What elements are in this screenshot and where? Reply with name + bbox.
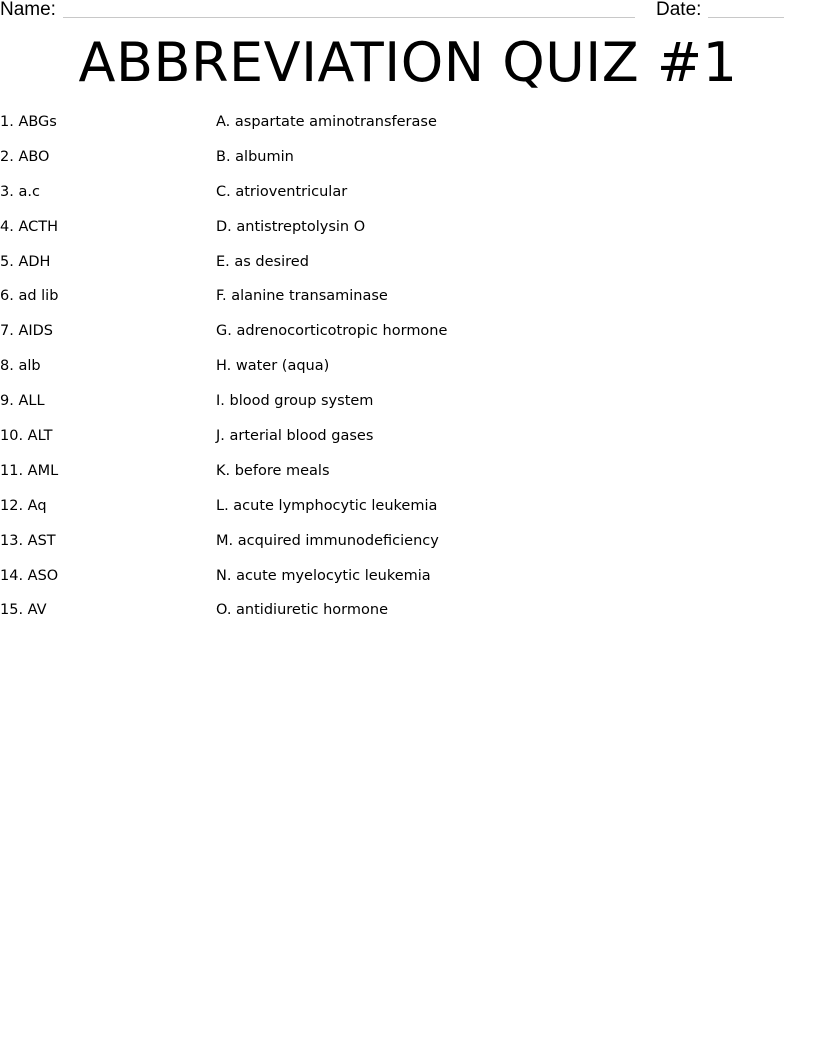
question-item: 12. Aq <box>0 497 47 514</box>
question-item: 13. AST <box>0 532 56 549</box>
answer-item: F. alanine transaminase <box>216 288 388 305</box>
quiz-row <box>0 317 816 352</box>
quiz-row <box>0 352 816 387</box>
quiz-row <box>0 562 816 597</box>
question-item: 10. ALT <box>0 428 53 445</box>
question-item: 9. ALL <box>0 393 45 410</box>
question-item: 8. alb <box>0 358 41 375</box>
question-item: 4. ACTH <box>0 218 58 235</box>
question-item: 1. ABGs <box>0 114 57 130</box>
question-item: 11. AML <box>0 462 59 479</box>
answer-item: N. acute myelocytic leukemia <box>216 567 431 584</box>
quiz-row <box>0 108 816 143</box>
name-field-line[interactable] <box>63 17 635 18</box>
answer-item: O. antidiuretic hormone <box>216 602 388 619</box>
answer-item: H. water (aqua) <box>216 358 330 375</box>
answer-item: I. blood group system <box>216 393 374 410</box>
quiz-list <box>0 108 816 631</box>
question-item: 15. AV <box>0 602 47 619</box>
answer-item: D. antistreptolysin O <box>216 218 366 235</box>
quiz-row <box>0 527 816 562</box>
quiz-row <box>0 178 816 213</box>
date-field-line[interactable] <box>708 17 784 18</box>
header <box>0 0 816 24</box>
question-item: 3. a.c <box>0 183 40 200</box>
name-label: Name: <box>0 0 56 20</box>
answer-item: J. arterial blood gases <box>216 428 374 445</box>
question-item: 2. ABO <box>0 148 50 165</box>
date-label: Date: <box>656 0 702 20</box>
answer-item: C. atrioventricular <box>216 183 348 200</box>
answer-item: E. as desired <box>216 253 309 270</box>
quiz-row <box>0 248 816 283</box>
question-item: 6. ad lib <box>0 288 59 305</box>
quiz-row <box>0 282 816 317</box>
answer-item: G. adrenocorticotropic hormone <box>216 323 448 340</box>
quiz-row <box>0 143 816 178</box>
question-item: 14. ASO <box>0 567 59 584</box>
question-item: 5. ADH <box>0 253 51 270</box>
quiz-row <box>0 457 816 492</box>
quiz-row <box>0 213 816 248</box>
answer-item: A. aspartate aminotransferase <box>216 114 437 130</box>
quiz-row <box>0 492 816 527</box>
page-title: ABBREVIATION QUIZ #1 <box>78 31 738 94</box>
question-item: 7. AIDS <box>0 323 54 340</box>
answer-item: L. acute lymphocytic leukemia <box>216 497 438 514</box>
quiz-row <box>0 387 816 422</box>
answer-item: K. before meals <box>216 462 330 479</box>
quiz-row <box>0 422 816 457</box>
answer-item: B. albumin <box>216 148 294 165</box>
answer-item: M. acquired immunodeficiency <box>216 532 439 549</box>
quiz-row <box>0 596 816 631</box>
